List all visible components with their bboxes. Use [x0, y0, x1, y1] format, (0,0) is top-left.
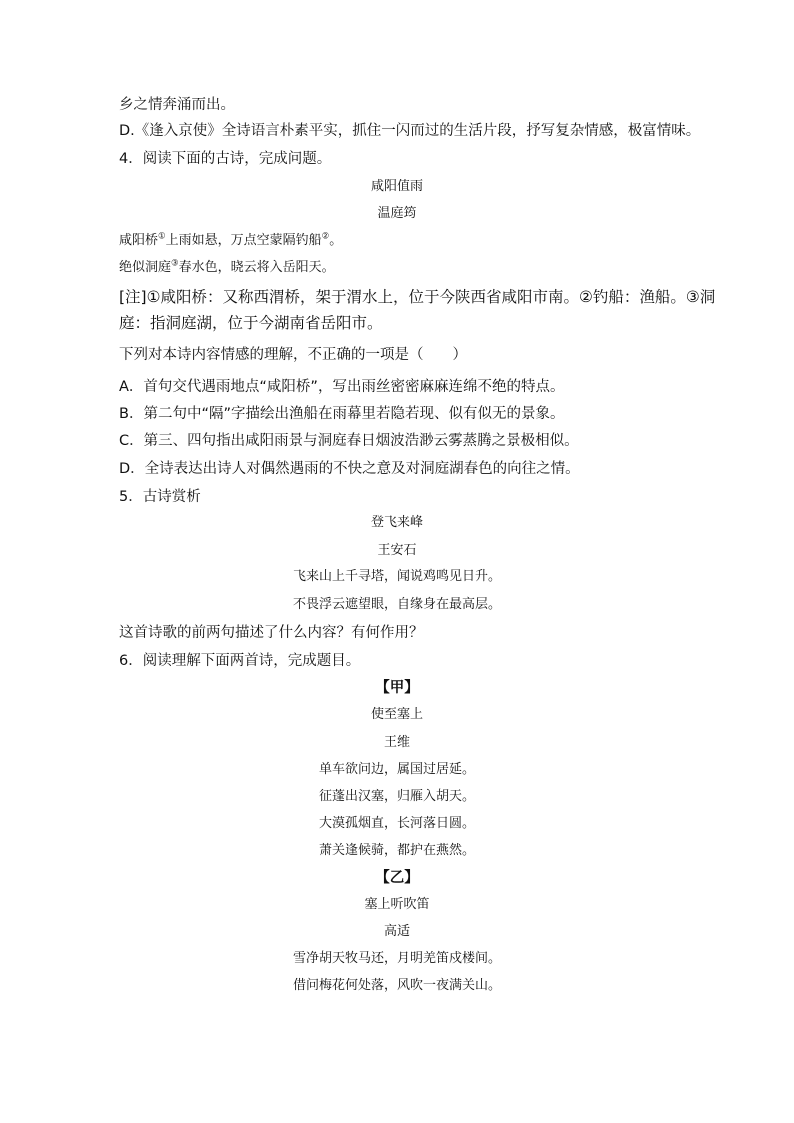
- q5-poem-line-1: 飞来山上千寻塔，闻说鸡鸣见日升。: [292, 569, 501, 584]
- q6-jia-title: 使至塞上: [370, 707, 423, 722]
- footnote-marker-1: ①: [158, 231, 166, 242]
- q6-jia-line-3: 大漠孤烟直，长河落日圆。: [318, 816, 475, 831]
- q4-note-line-1: [注]①咸阳桥：又称西渭桥，架于渭水上，位于今陕西省咸阳市南。②钓船：渔船。③洞: [119, 288, 716, 306]
- q4-line1-part-b: 上雨如悬，万点空蒙隔钓船: [165, 233, 322, 248]
- q4-question: 下列对本诗内容情感的理解，不正确的一项是（ ）: [119, 347, 467, 363]
- q6-jia-author: 王维: [383, 735, 410, 750]
- q4-poem-line-2: [119, 258, 335, 278]
- q5-poem-line-2: 不畏浮云遮望眼，自缘身在最高层。: [292, 597, 501, 612]
- q3-tail: 乡之情奔涌而出。: [119, 97, 235, 113]
- q4-poem-line-1: [119, 231, 342, 251]
- q4-stem: 4．阅读下面的古诗，完成问题。: [119, 151, 332, 167]
- q5-question: 这首诗歌的前两句描述了什么内容？有何作用？: [119, 625, 424, 641]
- q5-stem: 5．古诗赏析: [119, 489, 201, 505]
- q4-line1-part-a: 咸阳桥: [119, 233, 159, 248]
- q5-poem-author: 王安石: [377, 543, 417, 558]
- q4-option-b: B．第二句中“隔”字描绘出渔船在雨幕里若隐若现、似有似无的景象。: [119, 406, 565, 422]
- q5-poem-title: 登飞来峰: [370, 515, 423, 530]
- q6-stem: 6．阅读理解下面两首诗，完成题目。: [119, 653, 361, 669]
- q6-jia-label: 【甲】: [375, 680, 419, 696]
- q6-yi-line-2: 借问梅花何处落，风吹一夜满关山。: [292, 978, 501, 993]
- footnote-marker-3: ③: [171, 258, 179, 269]
- q4-poem-author: 温庭筠: [377, 206, 417, 221]
- q4-poem-title: 咸阳值雨: [370, 179, 423, 194]
- q4-option-a: A．首句交代遇雨地点“咸阳桥”，写出雨丝密密麻麻连绵不绝的特点。: [119, 379, 565, 395]
- q6-jia-line-2: 征蓬出汉塞，归雁入胡天。: [318, 789, 475, 804]
- q4-note-line-2: 庭：指洞庭湖，位于今湖南省岳阳市。: [119, 314, 383, 332]
- q3-option-d: D.《逢入京使》全诗语言朴素平实，抓住一闪而过的生活片段，抒写复杂情感，极富情味。: [119, 123, 701, 139]
- q6-yi-label: 【乙】: [375, 870, 419, 886]
- q4-line1-part-c: 。: [329, 233, 343, 248]
- q4-line2-part-a: 绝似洞庭: [119, 260, 172, 275]
- q6-jia-line-1: 单车欲问边，属国过居延。: [318, 762, 475, 777]
- q4-option-d: D．全诗表达出诗人对偶然遇雨的不快之意及对洞庭湖春色的向往之情。: [119, 461, 580, 477]
- q6-yi-author: 高适: [383, 924, 410, 939]
- q4-option-c: C．第三、四句指出咸阳雨景与洞庭春日烟波浩渺云雾蒸腾之景极相似。: [119, 433, 579, 449]
- q6-jia-line-4: 萧关逢候骑，都护在燕然。: [318, 843, 475, 858]
- q6-yi-title: 塞上听吹笛: [364, 897, 430, 912]
- q6-yi-line-1: 雪净胡天牧马还，月明羌笛戍楼间。: [292, 951, 501, 966]
- q4-line2-part-b: 春水色，晓云将入岳阳天。: [178, 260, 335, 275]
- footnote-marker-2: ②: [321, 231, 330, 242]
